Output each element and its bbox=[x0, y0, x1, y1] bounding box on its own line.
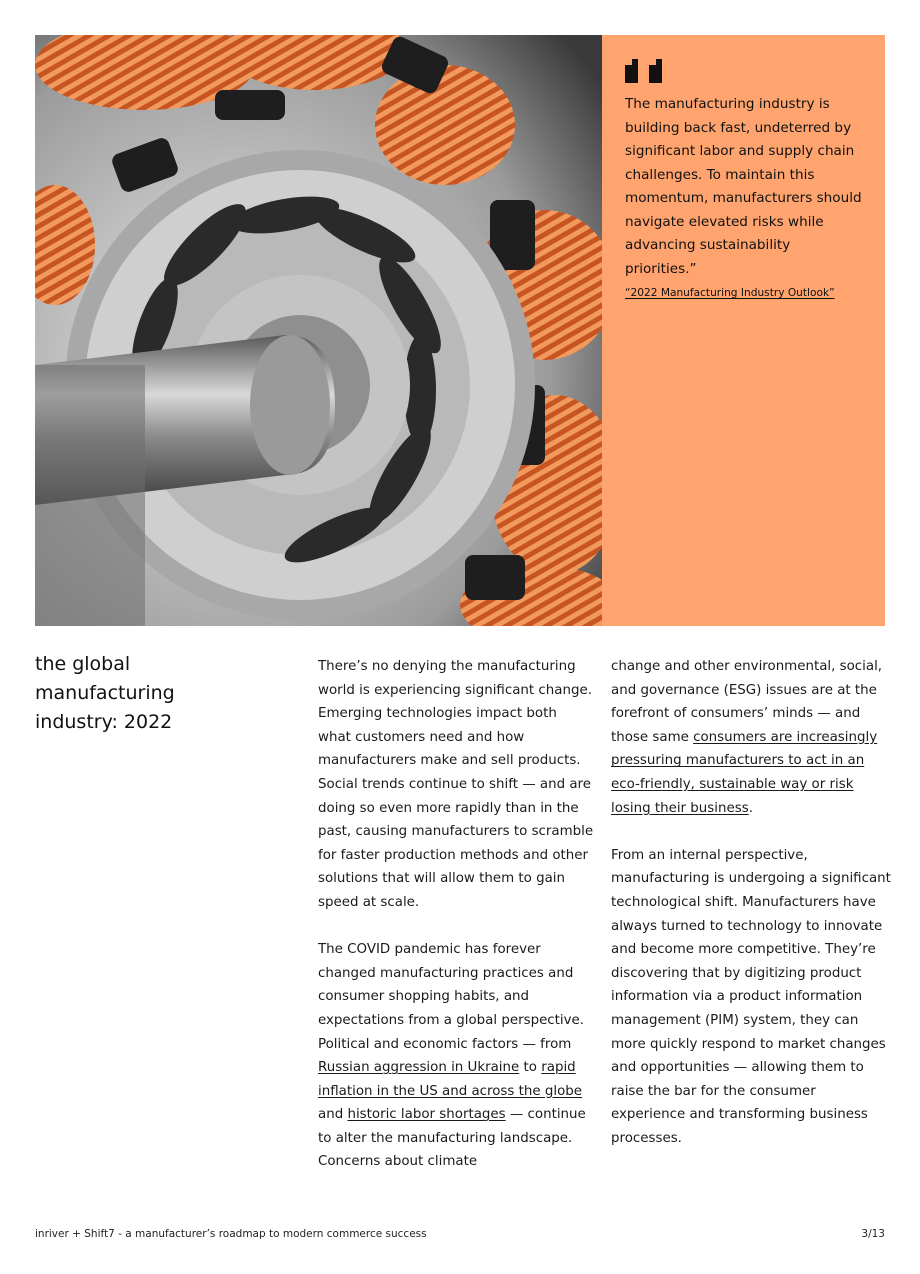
text-run: and bbox=[318, 1107, 348, 1123]
quote-panel bbox=[602, 35, 885, 626]
text-run: The COVID pandemic has forever changed manufacturing practices and consumer shopping habits, and expectations from a global perspective. Political and economic factors — from bbox=[318, 942, 585, 1052]
link-rapid-inflation[interactable]: rapid inflation in the US and across the globe bbox=[318, 1060, 583, 1099]
text-run: . bbox=[748, 800, 753, 816]
electric-motor-stator-photo bbox=[35, 35, 602, 626]
quote-source-link[interactable]: “2022 Manufacturing Industry Outlook” bbox=[625, 287, 835, 299]
body-column-1 bbox=[318, 655, 594, 1198]
link-russian-aggression[interactable]: Russian aggression in Ukraine bbox=[318, 1060, 520, 1076]
link-consumers-pressuring[interactable]: consumers are increasingly pressuring manufacturers to act in an eco-friendly, sustainable way or risk losing their business bbox=[611, 729, 878, 816]
quote-text: The manufacturing industry is building back fast, undeterred by significant labor and supply chain challenges. To maintain this momentum, manufacturers should navigate elevated risks while advancing sustainability priorities.” bbox=[625, 96, 862, 277]
paragraph bbox=[611, 655, 891, 820]
text-run: to bbox=[519, 1060, 542, 1076]
link-labor-shortages[interactable]: historic labor shortages bbox=[347, 1107, 506, 1123]
footer-title: inriver + Shift7 - a manufacturer’s roadmap to modern commerce success bbox=[35, 1228, 427, 1240]
quote-mark-icon bbox=[625, 59, 665, 83]
paragraph: From an internal perspective, manufacturing is undergoing a significant technological shift. Manufacturers have always turned to technology to innovate and become more competitive. They’re discovering that by digitizing product information via a product information management (PIM) system, they can more quickly respond to market changes and opportunities — allowing them to raise the bar for the consumer experience and transforming business processes. bbox=[611, 847, 891, 1146]
page-number: 3/13 bbox=[861, 1228, 885, 1240]
text-run: change and other environmental, social, and governance (ESG) issues are at the forefront of consumers’ minds — and those same bbox=[611, 659, 883, 745]
section-title: the global manufacturing industry: 2022 bbox=[35, 653, 175, 733]
paragraph bbox=[318, 938, 594, 1174]
body-column-2 bbox=[611, 655, 891, 1174]
paragraph: There’s no denying the manufacturing world is experiencing significant change. Emerging technologies impact both what customers need and how manufacturers make and sell products. Social trends continue to shift — and are doing so even more rapidly than in the past, causing manufacturers to scramble for faster production methods and other solutions that will allow them to gain speed at scale. bbox=[318, 659, 594, 910]
text-run: — continue to alter the manufacturing landscape. Concerns about climate bbox=[318, 1107, 586, 1170]
hero-motor-photo bbox=[35, 35, 602, 626]
